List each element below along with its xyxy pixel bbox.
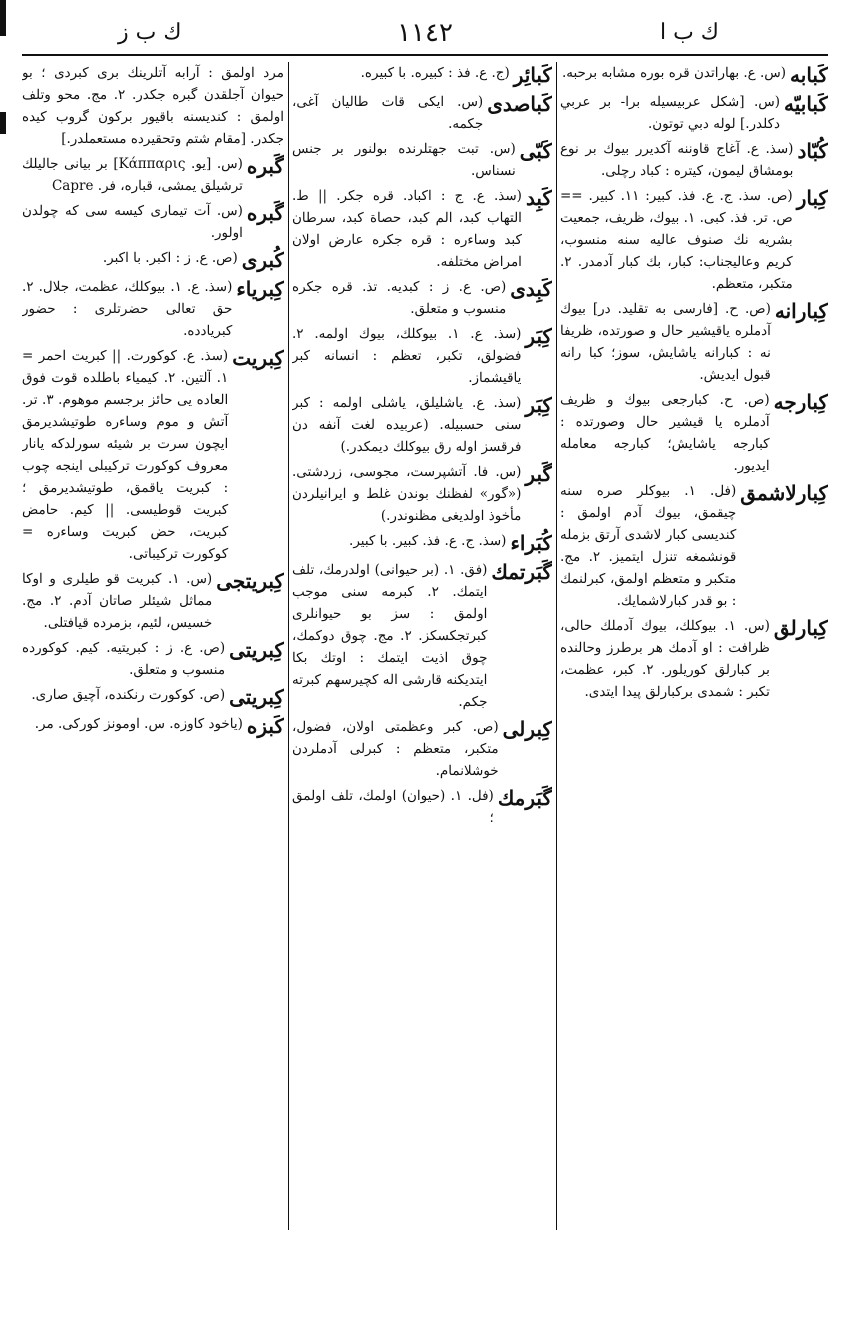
entry-headword: كَبِدى [510, 277, 552, 301]
entry-definition: (س. آت تيمارى كيسه سى كه چولدن اولور. [22, 203, 243, 241]
entry-headword: كِبريتجى [216, 569, 284, 593]
dictionary-entry [22, 276, 284, 342]
entry-definition: (س. [شكل عربيسيله برا- بر عربي دكلدر.] لوله دبي توتون. [560, 94, 781, 132]
entry-definition: (سذ. ع. ١. بيوكلك، عظمت، جلال. ٢. حق تعالى حضرتلرى : حضور كبريادده. [22, 279, 233, 339]
entry-definition: (ص. ح. [فارسى به تقليد. در] بيوك آدملره ياقيشير حال و صورتده، ظريفا نه : كبارانه ياشايش، سوز؛ كبا رانه قبول ايديش. [560, 301, 771, 383]
entry-definition: (سذ. ع. ١. بيوكلك، بيوك اولمه. ٢. فضولق، تكبر، تعظم : انسانه كبر ياقيشماز. [292, 326, 522, 386]
entry-headword: كِبرياء [236, 277, 284, 301]
dictionary-entry [22, 62, 284, 150]
dictionary-entry [560, 480, 828, 612]
entry-definition: (سذ. ع. كوكورت. || كبريت احمر = ١. آلتين. ٢. كيمياء باطلده قوت فوق العاده يى حائز برجسم موهوم. ٣. تر. آتش و موم وساءره طوتيشديرمق ايچون سرت بر شيئه سورلدكه يانار معروف كوكورت تركيبلى اينجه چوب : كبريت ياقمق، طوتيشديرمق ؛ كبريت قوطيسى. || كيم. حامض كبريت، حض كبريت وساءره = كوكورت تركيباتى. [22, 348, 229, 562]
entry-definition: (ص. سذ. ج. ع. فذ. كبير: ١١. كبير. == ص. تر. فذ. كبى. ١. بيوك، ظريف، جمعيت بشريه نك صنوف عاليه سنه منسوب، كريم وعاليجناب: كبار، بك كبار آدمدر. ٢. متكبر، متعظم. [560, 188, 793, 292]
dictionary-entry [292, 559, 552, 713]
entry-headword: گَبَرتمك [491, 560, 552, 584]
dictionary-entry [292, 530, 552, 556]
entry-definition: (سذ. ع. ج : اكباد. قره جكر. || ط. التهاب كبد، الم كبد، حصاة كبد، سرطان كبد وساءره : قره جكره عارض اولان امراض مختلفه. [292, 188, 522, 270]
entry-headword: گَبَرمك [497, 786, 552, 810]
entry-definition: (س. ١. كبريت قو طيلرى و اوكا مماثل شيئلر صاتان آدم. ٢. مج. خسيس، لئيم، بزمرده قيافتلى. [22, 571, 213, 631]
entry-definition: (سذ. ج. ع. فذ. كبير. با كبير. [349, 533, 507, 549]
entry-headword: كِبارانه [774, 299, 828, 323]
entry-headword: گَبره [246, 154, 284, 178]
entry-headword: كِبارلاشمق [740, 481, 828, 505]
dictionary-entry [292, 138, 552, 182]
entry-definition: مرد اولمق : آرابه آتلرينك برى كبردى ؛ بو حيوان آجلقدن گبره جكدر. ٢. مج. محو وتلف اولمق : كنديسنه باقيور بركون گروب كيده جكدر. [مقام شتم وتحقيرده مستعملدر.] [22, 65, 284, 147]
column-middle [292, 62, 552, 1230]
column-rule-left [288, 62, 289, 1230]
column-right [560, 62, 828, 1230]
entry-headword: كَباصدى [487, 92, 552, 116]
entry-definition: (ص. ح. كبارجعى بيوك و ظريف آدملره يا قيشير حال وصورتده : كبارجه ياشايش؛ كبارجه معامله ايديور. [560, 392, 770, 474]
entry-definition: (ص. ع. ز : كبديه. تذ. قره جكره منسوب و متعلق. [292, 279, 507, 317]
dictionary-entry [560, 615, 828, 703]
column-left [22, 62, 284, 1230]
dictionary-entry [292, 716, 552, 782]
entry-definition: (سذ. ع. ياشليلق، ياشلى اولمه : كبر سنى حسبيله. (عربيده لغت آنفه دن فرقسز اوله رق بيوكلك ديمكدر.) [292, 395, 522, 455]
header-rule [22, 54, 828, 56]
entry-headword: كُبَراء [510, 531, 552, 555]
entry-headword: كِبارلق [773, 616, 828, 640]
entry-definition: (ج. ع. فذ : كبيره. با كبيره. [360, 65, 510, 81]
entry-definition: (س. [يو. Κάππαρις] بر بيانى جاليلك ترشيلق يمشى، قباره، فر. Capre [22, 156, 243, 194]
entry-headword: كَبّى [519, 139, 552, 163]
entry-headword: كِبريت [232, 346, 284, 370]
dictionary-entry [292, 185, 552, 273]
dictionary-entry [560, 389, 828, 477]
dictionary-entry [560, 298, 828, 386]
column-rule-right [556, 62, 557, 1230]
entry-definition: (س. ١. بيوكلك، بيوك آدملك حالى، ظرافت : او آدمك هر برطرز وحالنده بر كبارلق كوريلور. ٢. كبر، عظمت، تكبر : شمدى بركبارلق پيدا ايتدى. [560, 618, 770, 700]
entry-headword: كِبَر [525, 393, 552, 417]
dictionary-entry [560, 138, 828, 182]
dictionary-entry [22, 713, 284, 739]
dictionary-entry [560, 62, 828, 88]
entry-headword: كِبريتى [229, 638, 284, 662]
entry-definition: (فل. ١. بيوكلر صره سنه چيقمق، بيوك آدم اولمق : كنديسى كبار لاشدى آرتق بزمله قونشمغه تنزل ايتميز. ٢. مج. متكبر و متعظم اولمق، كبرلنمك : بو قدر كبارلاشمايك. [560, 483, 737, 609]
entry-headword: گَبر [525, 462, 552, 486]
entry-headword: كَبابيّه [784, 92, 828, 116]
dictionary-entry [22, 684, 284, 710]
entry-definition: (سذ. ع. آغاج قاوننه آكديرر بيوك بر نوع بومشاق ليمون، كيتره : كباد رچلى. [560, 141, 794, 179]
entry-definition: (ياخود كاوزه. س. اومونز كوركى. مر. [34, 716, 243, 732]
margin-mark [0, 112, 6, 134]
entry-headword: كِبريتى [229, 685, 284, 709]
entry-definition: (فق. ١. (بر حيوانى) اولدرمك، تلف ايتمك. ٢. كبرمه سنى موجب اولمق : سز بو حيوانلرى كبرتجكسكز. ٢. مج. چوق دوكمك، چوق اذيت ايتمك : اوتك بكا ايتديكنه قارشى اله كچيرسهم كبرته جكم. [292, 562, 488, 710]
dictionary-entry [22, 637, 284, 681]
entry-headword: كُبرى [241, 248, 284, 272]
entry-definition: (س. تبت جهتلرنده بولنور بر جنس نسناس. [292, 141, 516, 179]
entry-definition: (س. ع. بهاراتدن قره بوره مشابه برحبه. [561, 65, 787, 81]
dictionary-entry [292, 392, 552, 458]
entry-headword: كِبارجه [773, 390, 828, 414]
dictionary-entry [292, 276, 552, 320]
entry-definition: (ص. كبر وعظمتى اولان، فضول، متكبر، متعظم : كبرلى آدملردن خوشلانمام. [292, 719, 499, 779]
dictionary-entry [560, 185, 828, 295]
running-head-left: ك ب ز [118, 20, 182, 45]
dictionary-entry [22, 247, 284, 273]
dictionary-entry [292, 323, 552, 389]
dictionary-entry [292, 785, 552, 829]
dictionary-entry [22, 345, 284, 565]
entry-headword: كِبرلى [502, 717, 552, 741]
dictionary-entry [22, 153, 284, 197]
dictionary-entry [292, 91, 552, 135]
entry-headword: كِبَر [525, 324, 552, 348]
running-head-right: ك ب ا [660, 20, 719, 45]
margin-mark-top [0, 0, 6, 36]
entry-headword: كَبزه [246, 714, 284, 738]
entry-definition: (ص. ع. ز : كبريتيه. كيم. كوكورده منسوب و متعلق. [22, 640, 226, 678]
entry-headword: كَبِد [525, 186, 552, 210]
entry-definition: (ص. ع. ز : اكبر. با اكبر. [102, 250, 238, 266]
dictionary-entry [292, 461, 552, 527]
entry-definition: (س. فا. آتشپرست، مجوسى، زردشتى. («گور» لفظنك بوندن غلط و ايرانيلردن مأخوذ اولديغى مظنوندر.) [292, 464, 522, 524]
entry-definition: (ص. كوكورت رنكنده، آچيق صارى. [31, 687, 226, 703]
dictionary-entry [292, 62, 552, 88]
entry-headword: كَبائِر [513, 63, 552, 87]
dictionary-entry [560, 91, 828, 135]
entry-headword: گَبره [246, 201, 284, 225]
entry-definition: (س. ايكى قات طاليان آغى، جكمه. [292, 94, 484, 132]
entry-headword: كُبّاد [797, 139, 828, 163]
dictionary-entry [22, 568, 284, 634]
page-number: ١١٤٢ [397, 18, 453, 48]
entry-definition: (فل. ١. (حيوان) اولمك، تلف اولمق ؛ [292, 788, 494, 826]
entry-headword: كِبار [796, 186, 828, 210]
dictionary-entry [22, 200, 284, 244]
entry-headword: كَبابه [790, 63, 828, 87]
